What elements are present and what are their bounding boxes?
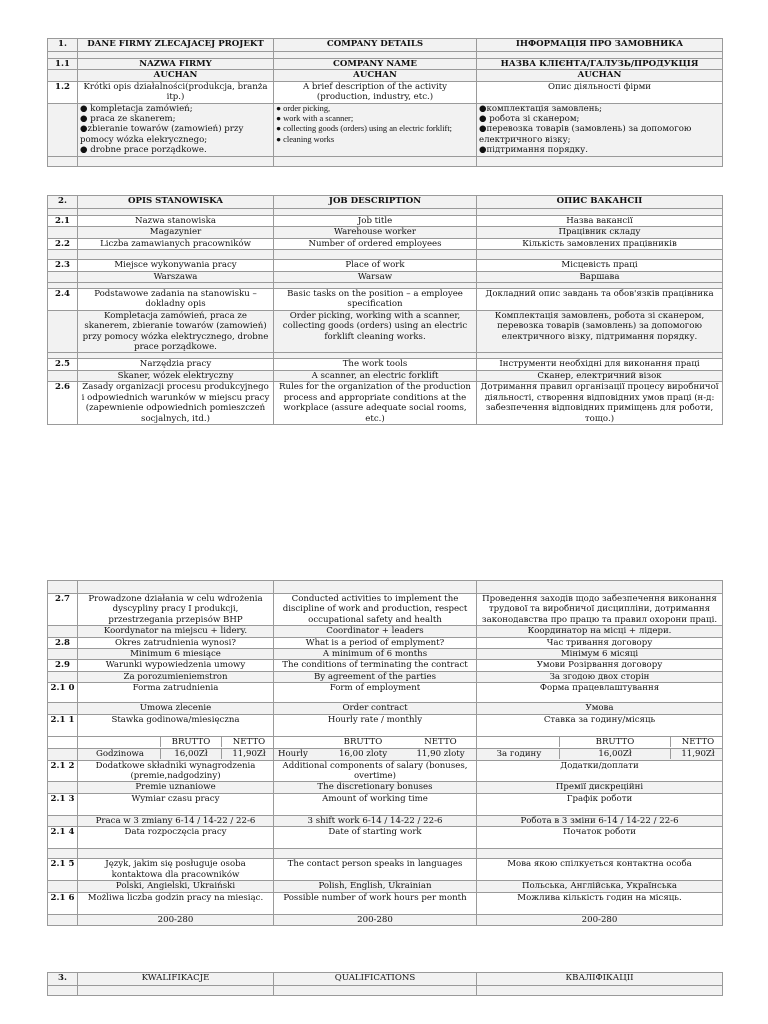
row-label-ua: Докладний опис завдань та обов'язків працівника bbox=[477, 289, 723, 311]
discipline-value-ua: Координатор на місці + лідери. bbox=[477, 626, 723, 637]
row-number: 2.1 2 bbox=[48, 760, 78, 782]
row-number: 1.1 bbox=[48, 59, 78, 70]
discipline-value-pl: Koordynator na miejscu + lidery. bbox=[78, 626, 274, 637]
row-number: 2.1 5 bbox=[48, 859, 78, 881]
row-label-en: Date of starting work bbox=[274, 827, 477, 849]
row-label-en: Number of ordered employees bbox=[274, 238, 477, 249]
job-title-ua: Працівник складу bbox=[477, 227, 723, 238]
row-label-ua: Проведення заходів щодо забезпечення виконання трудової та виробничої дисципліни, дотримання законодавства про працю та правил охорони праці. bbox=[477, 594, 723, 626]
brutto-label: BRUTTO bbox=[343, 736, 383, 747]
row-label-en: Possible number of work hours per month bbox=[274, 892, 477, 914]
rate-unit: Godzinowa bbox=[95, 748, 144, 759]
row-label-pl: Okres zatrudnienia wynosi? bbox=[78, 637, 274, 648]
employment-period-ua: Мінімум 6 місяці bbox=[477, 649, 723, 660]
netto-value: 11,90Zł bbox=[232, 748, 266, 759]
rate-header-en bbox=[276, 737, 474, 747]
brutto-value: 16,00Zł bbox=[160, 749, 222, 759]
row-label-en: Hourly rate / monthly bbox=[274, 714, 477, 736]
row-label-ua: Додатки/доплати bbox=[477, 760, 723, 782]
list-item: ●комплектація замовлень; bbox=[479, 103, 603, 114]
place-of-work-pl: Warszawa bbox=[78, 271, 274, 282]
rate-unit: Hourly bbox=[278, 748, 308, 759]
activity-list-en bbox=[276, 104, 474, 146]
activity-list-pl bbox=[80, 104, 271, 156]
section-heading-en: QUALIFICATIONS bbox=[274, 973, 477, 986]
brutto-value: 16,00 zloty bbox=[338, 748, 388, 759]
monthly-hours-pl: 200-280 bbox=[78, 914, 274, 925]
work-tools-pl: Skaner, wózek elektryczny bbox=[78, 370, 274, 381]
tasks-pl: Kompletacja zamówień, praca ze skanerem, zbieranie towarów (zamowień) przy pomocy wózka elektrycznego, drobne prace porządkowe. bbox=[78, 310, 274, 353]
row-label-en: Additional components of salary (bonuses, overtime) bbox=[274, 760, 477, 782]
employment-form-en: Order contract bbox=[274, 703, 477, 714]
rate-values-ua bbox=[479, 749, 720, 759]
row-number: 1.2 bbox=[48, 81, 78, 103]
company-name-pl: AUCHAN bbox=[78, 70, 274, 81]
row-number: 2.1 6 bbox=[48, 892, 78, 914]
list-item: ●перевозка товарів (замовлень) за допомогою електричного візку; bbox=[479, 124, 692, 145]
row-label-en: COMPANY NAME bbox=[274, 59, 477, 70]
list-item: ● drobne prace porządkowe. bbox=[80, 145, 207, 156]
row-number: 2.6 bbox=[48, 382, 78, 425]
row-label-pl: Forma zatrudnienia bbox=[78, 683, 274, 703]
row-number: 2.1 3 bbox=[48, 793, 78, 815]
rate-values-pl bbox=[80, 749, 271, 759]
list-item: ● робота зі сканером; bbox=[479, 114, 580, 125]
netto-value: 11,90 zloty bbox=[416, 748, 465, 759]
row-label-ua: Час тривання договору bbox=[477, 637, 723, 648]
row-label-pl: Krótki opis działalności(produkcja, branża itp.) bbox=[78, 81, 274, 103]
row-label-ua: Опис діяльності фірми bbox=[477, 81, 723, 103]
list-item: ● order picking, bbox=[276, 103, 331, 113]
row-label-pl: Miejsce wykonywania pracy bbox=[78, 260, 274, 271]
list-item: ●zbieranie towarów (zamowień) przy pomocy wózka elekrycznego; bbox=[80, 124, 244, 145]
row-label-pl: Prowadzone działania w celu wdrożenia dyscypliny pracy I produkcji, przestrzegania przepisów BHP bbox=[78, 594, 274, 626]
row-label-en: What is a period of emplyment? bbox=[274, 637, 477, 648]
row-label-pl: Zasady organizacji procesu produkcyjnego i odpowiednich warunków w miejscu pracy (zapewnienie odpowiednich pomieszczeń socjalnych, itd.) bbox=[78, 382, 274, 425]
company-name-en: AUCHAN bbox=[274, 70, 477, 81]
row-label-ua: НАЗВА КЛІЄНТА/ГАЛУЗЬ/ПРОДУКЦІЯ bbox=[477, 59, 723, 70]
employment-form-pl: Umowa zlecenie bbox=[78, 703, 274, 714]
monthly-hours-ua: 200-280 bbox=[477, 914, 723, 925]
job-title-pl: Magazynier bbox=[78, 227, 274, 238]
row-label-ua: Ставка за годину/місяць bbox=[477, 714, 723, 736]
row-label-pl: Nazwa stanowiska bbox=[78, 216, 274, 227]
rate-header-pl bbox=[80, 737, 271, 747]
working-time-pl: Praca w 3 zmiany 6-14 / 14-22 / 22-6 bbox=[78, 815, 274, 826]
row-label-en: Place of work bbox=[274, 260, 477, 271]
rate-values-en bbox=[276, 749, 474, 759]
netto-label: NETTO bbox=[424, 736, 457, 747]
row-number: 2.1 4 bbox=[48, 827, 78, 849]
list-item: ● work with a scanner; bbox=[276, 114, 354, 124]
row-label-pl: Podstawowe zadania na stanowisku – dokladny opis bbox=[78, 289, 274, 311]
company-details-table bbox=[47, 38, 723, 167]
row-label-pl: NAZWA FIRMY bbox=[78, 59, 274, 70]
contact-languages-en: Polish, English, Ukrainian bbox=[274, 881, 477, 892]
section-number: 2. bbox=[48, 196, 78, 209]
row-label-pl: Dodatkowe składniki wynagrodzenia (premie,nadgodziny) bbox=[78, 760, 274, 782]
row-number: 2.1 1 bbox=[48, 714, 78, 736]
brutto-value: 16,00Zł bbox=[559, 749, 671, 759]
brutto-label: BRUTTO bbox=[160, 737, 222, 747]
tasks-ua: Комплектація замовлень, робота зі сканером, перевозка товарів (замовлень) за допомогою електричного візку, підтримання порядку. bbox=[477, 310, 723, 353]
place-of-work-en: Warsaw bbox=[274, 271, 477, 282]
row-number: 2.1 0 bbox=[48, 683, 78, 703]
row-label-en: Job title bbox=[274, 216, 477, 227]
working-time-en: 3 shift work 6-14 / 14-22 / 22-6 bbox=[274, 815, 477, 826]
netto-label: NETTO bbox=[232, 736, 266, 747]
contact-languages-pl: Polski, Angielski, Ukraiński bbox=[78, 881, 274, 892]
row-label-ua: Умови Розірвання договору bbox=[477, 660, 723, 671]
row-label-pl: Warunki wypowiedzenia umowy bbox=[78, 660, 274, 671]
section-heading-pl: DANE FIRMY ZLECAJACEJ PROJEKT bbox=[78, 39, 274, 52]
monthly-hours-en: 200-280 bbox=[274, 914, 477, 925]
row-label-ua: Дотримання правил організації процесу виробничої діяльності, створення відповідних умов праці (н-д: забезпечення відповідних приміщень для роботи, тощо.) bbox=[477, 382, 723, 425]
list-item: ● collecting goods (orders) using an electric forklift; bbox=[276, 124, 452, 134]
job-description-table bbox=[47, 195, 723, 425]
job-title-en: Warehouse worker bbox=[274, 227, 477, 238]
row-label-ua: Назва вакансії bbox=[477, 216, 723, 227]
row-label-ua: Кількість замовлених працівників bbox=[477, 238, 723, 249]
tasks-en: Order picking, working with a scanner, collecting goods (orders) using an electric forklift cleaning works. bbox=[274, 310, 477, 353]
employment-form-ua: Умова bbox=[477, 703, 723, 714]
row-label-en: Amount of working time bbox=[274, 793, 477, 815]
row-label-ua: Мова якою спілкується контактна особа bbox=[477, 859, 723, 881]
list-item: ● praca ze skanerem; bbox=[80, 114, 176, 125]
row-label-pl: Stawka godinowa/miesięczna bbox=[78, 714, 274, 736]
work-tools-en: A scanner, an electric forklift bbox=[274, 370, 477, 381]
netto-label: NETTO bbox=[681, 736, 715, 747]
row-number: 2.7 bbox=[48, 594, 78, 626]
bonuses-ua: Премії дискреційні bbox=[477, 782, 723, 793]
row-number: 2.5 bbox=[48, 359, 78, 370]
row-number: 2.1 bbox=[48, 216, 78, 227]
termination-ua: За згодою двох сторін bbox=[477, 671, 723, 682]
contact-languages-ua: Польська, Англійська, Українська bbox=[477, 881, 723, 892]
row-label-en: The work tools bbox=[274, 359, 477, 370]
section-heading-ua: ІНФОРМАЦІЯ ПРО ЗАМОВНИКА bbox=[477, 39, 723, 52]
termination-en: By agreement of the parties bbox=[274, 671, 477, 682]
section-number: 1. bbox=[48, 39, 78, 52]
place-of-work-ua: Варшава bbox=[477, 271, 723, 282]
employment-period-pl: Minimum 6 miesiące bbox=[78, 649, 274, 660]
section-number: 3. bbox=[48, 973, 78, 986]
row-label-ua: Форма працевлаштування bbox=[477, 683, 723, 703]
job-description-continued-table bbox=[47, 580, 723, 926]
row-label-pl: Możliwa liczba godzin pracy na miesiąc. bbox=[78, 892, 274, 914]
row-label-en: The contact person speaks in languages bbox=[274, 859, 477, 881]
rate-unit: За годину bbox=[496, 748, 542, 759]
section-heading-ua: КВАЛІФІКАЦІЇ bbox=[477, 973, 723, 986]
row-label-en: Conducted activities to implement the discipline of work and production, respect occupational safety and health bbox=[274, 594, 477, 626]
bonuses-pl: Premie uznaniowe bbox=[78, 782, 274, 793]
section-heading-en: JOB DESCRIPTION bbox=[274, 196, 477, 209]
list-item: ● kompletacja zamówień; bbox=[80, 103, 193, 114]
row-number: 2.8 bbox=[48, 637, 78, 648]
row-label-pl: Narzędzia pracy bbox=[78, 359, 274, 370]
working-time-ua: Робота в 3 зміни 6-14 / 14-22 / 22-6 bbox=[477, 815, 723, 826]
row-label-en: A brief description of the activity (production, industry, etc.) bbox=[274, 81, 477, 103]
rate-header-ua bbox=[479, 737, 720, 747]
bonuses-en: The discretionary bonuses bbox=[274, 782, 477, 793]
list-item: ●підтримання порядку. bbox=[479, 145, 588, 156]
row-label-ua: Початок роботи bbox=[477, 827, 723, 849]
row-label-pl: Data rozpoczęcia pracy bbox=[78, 827, 274, 849]
section-heading-pl: KWALIFIKACJE bbox=[78, 973, 274, 986]
activity-list-ua bbox=[479, 104, 720, 156]
netto-value: 11,90Zł bbox=[681, 748, 715, 759]
row-number: 2.9 bbox=[48, 660, 78, 671]
list-item: ● cleaning works bbox=[276, 134, 335, 144]
company-name-ua: AUCHAN bbox=[477, 70, 723, 81]
work-tools-ua: Сканер, електричний візок bbox=[477, 370, 723, 381]
row-label-en: Form of employment bbox=[274, 683, 477, 703]
section-heading-ua: ОПИС ВАКАНСІЇ bbox=[477, 196, 723, 209]
section-heading-pl: OPIS STANOWISKA bbox=[78, 196, 274, 209]
termination-pl: Za porozumieniemstron bbox=[78, 671, 274, 682]
brutto-label: BRUTTO bbox=[559, 737, 671, 747]
row-label-ua: Інструменти необхідні для виконання праці bbox=[477, 359, 723, 370]
row-label-en: Basic tasks on the position – a employee specification bbox=[274, 289, 477, 311]
row-label-ua: Можлива кількість годин на місяць. bbox=[477, 892, 723, 914]
row-label-en: Rules for the organization of the production process and appropriate conditions at the workplace (assure adequate social rooms, etc.) bbox=[274, 382, 477, 425]
qualifications-table bbox=[47, 972, 723, 996]
row-label-ua: Графік роботи bbox=[477, 793, 723, 815]
row-label-ua: Місцевість праці bbox=[477, 260, 723, 271]
row-number: 2.3 bbox=[48, 260, 78, 271]
row-number: 2.2 bbox=[48, 238, 78, 249]
row-number: 2.4 bbox=[48, 289, 78, 311]
row-label-pl: Język, jakim się posługuje osoba kontaktowa dla pracowników bbox=[78, 859, 274, 881]
row-label-pl: Liczba zamawianych pracowników bbox=[78, 238, 274, 249]
section-heading-en: COMPANY DETAILS bbox=[274, 39, 477, 52]
discipline-value-en: Coordinator + leaders bbox=[274, 626, 477, 637]
row-label-en: The conditions of terminating the contract bbox=[274, 660, 477, 671]
employment-period-en: A minimum of 6 months bbox=[274, 649, 477, 660]
row-label-pl: Wymiar czasu pracy bbox=[78, 793, 274, 815]
